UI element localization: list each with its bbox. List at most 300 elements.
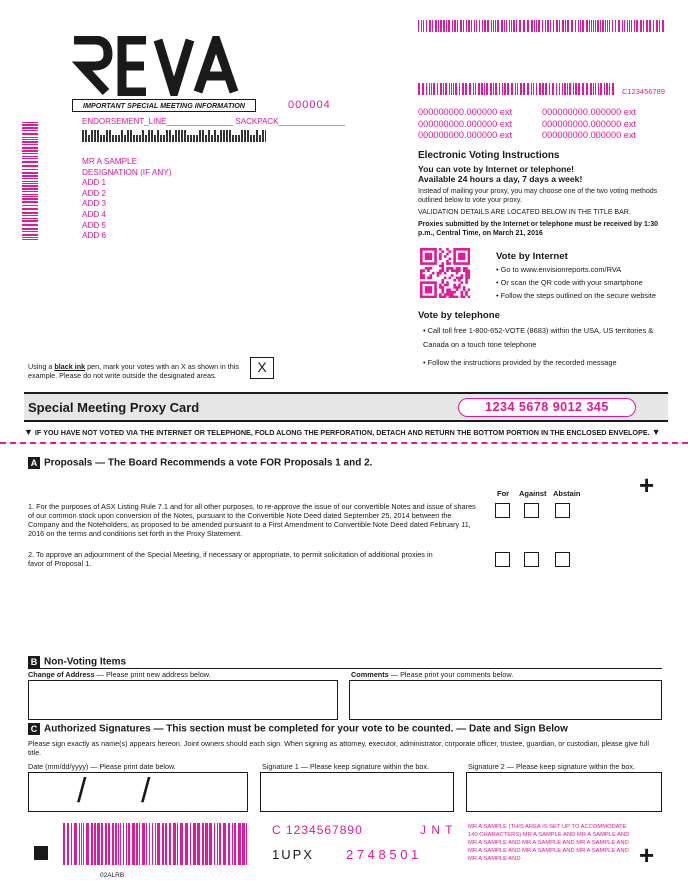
barcode-bar — [545, 20, 546, 32]
qr-module — [420, 250, 423, 253]
barcode-bar — [612, 20, 613, 32]
qr-module — [453, 284, 456, 287]
qr-module — [465, 277, 468, 280]
signature-1-input[interactable] — [260, 772, 454, 812]
qr-module — [434, 258, 437, 261]
qr-module — [427, 288, 430, 291]
qr-module — [460, 274, 463, 277]
qr-module — [439, 248, 442, 251]
qr-module — [446, 284, 449, 287]
qr-module — [427, 253, 430, 256]
qr-module — [465, 267, 468, 270]
qr-module — [432, 296, 435, 298]
barcode-bar — [459, 83, 460, 95]
barcode-bar — [94, 823, 96, 865]
barcode-bar — [516, 20, 517, 32]
barcode-bar — [497, 20, 499, 32]
date-input[interactable] — [28, 772, 248, 812]
qr-module — [458, 269, 461, 272]
barcode-bar — [228, 823, 230, 865]
qr-module — [420, 296, 423, 298]
barcode-bar — [232, 823, 233, 865]
qr-module — [420, 281, 423, 284]
section-b-rule — [28, 668, 662, 669]
barcode-bar — [484, 83, 485, 95]
postal-bar — [199, 130, 201, 142]
qr-module — [465, 291, 468, 294]
qr-module — [434, 296, 437, 298]
change-of-address-input[interactable] — [28, 680, 338, 720]
barcode-bar — [656, 20, 658, 32]
qr-module — [430, 288, 433, 291]
validation-code: 1234 5678 9012 345 — [458, 398, 636, 417]
top-barcode — [418, 20, 664, 32]
col-abstain: Abstain — [553, 489, 581, 498]
qr-module — [446, 288, 449, 291]
barcode-bar — [22, 158, 38, 159]
qr-module — [434, 248, 437, 251]
proposal-1-against-checkbox[interactable] — [524, 503, 539, 518]
qr-module — [441, 269, 444, 272]
postal-bar — [130, 130, 132, 142]
barcode-bar — [123, 823, 124, 865]
barcode-bar — [22, 201, 38, 203]
barcode-bar — [491, 20, 492, 32]
qr-module — [439, 296, 442, 298]
barcode-bar — [22, 147, 38, 149]
postal-bar — [94, 130, 96, 142]
postal-bar — [103, 135, 105, 142]
barcode-bar — [455, 83, 457, 95]
postal-bar — [244, 130, 246, 142]
address-line: ADD 5 — [82, 220, 107, 230]
signature-2-label: Signature 2 — Please keep signature within the box. — [468, 762, 636, 771]
qr-module — [439, 265, 442, 268]
barcode-bar — [152, 823, 153, 865]
internet-step: • Follow the steps outlined on the secure website — [496, 291, 656, 300]
qr-module — [446, 262, 449, 265]
barcode-bar — [542, 83, 544, 95]
postal-bar — [169, 130, 171, 142]
barcode-bar — [445, 83, 447, 95]
barcode-bar — [22, 215, 38, 216]
qr-module — [430, 258, 433, 261]
qr-module — [420, 288, 423, 291]
barcode-bar — [573, 83, 574, 95]
barcode-bar — [112, 823, 114, 865]
qr-module — [420, 272, 423, 275]
qr-module — [444, 284, 447, 287]
qr-module — [453, 296, 456, 298]
qr-module — [458, 267, 461, 270]
example-mark-box: X — [250, 357, 274, 379]
qr-module — [420, 258, 423, 261]
barcode-bar — [242, 823, 245, 865]
qr-module — [456, 248, 459, 251]
qr-module — [460, 281, 463, 284]
qr-module — [430, 291, 433, 294]
postal-bar — [145, 135, 147, 142]
barcode-bar — [91, 823, 93, 865]
qr-module — [425, 281, 428, 284]
barcode-bar — [590, 83, 592, 95]
qr-module — [446, 260, 449, 263]
barcode-bar — [22, 185, 38, 187]
qr-code[interactable] — [420, 248, 470, 298]
qr-module — [463, 296, 466, 298]
sequence-number: 000004 — [288, 99, 331, 111]
qr-module — [460, 248, 463, 251]
qr-module — [427, 255, 430, 258]
barcode-bar — [553, 20, 554, 32]
qr-module — [468, 258, 470, 261]
qr-module — [456, 262, 459, 265]
barcode-bar — [513, 20, 515, 32]
qr-module — [446, 281, 449, 284]
validation-note: VALIDATION DETAILS ARE LOCATED BELOW IN THE TITLE BAR. — [418, 209, 631, 216]
qr-module — [432, 281, 435, 284]
qr-module — [437, 272, 440, 275]
proposal-1-text: 1. For the purposes of ASX Listing Rule 7.1 and for all other purposes, to re-approve the issue of our convertible Notes and issue of shares of our common stock upon conversion of the Notes, pursuant to the Convertible Note Deed dated September 25, 2014 between the Company and the Noteholders, as proposed to be amended pursuant to a First Amendment to Convertible Note Deed dated February 11, 2016 on the terms and conditions set forth in the Proxy Statement. — [28, 502, 476, 539]
qr-module — [465, 272, 468, 275]
qr-module — [463, 253, 466, 256]
barcode-bar — [454, 20, 456, 32]
barcode-bar — [517, 83, 518, 95]
mailing-address — [82, 157, 171, 242]
barcode-bar — [615, 20, 616, 32]
barcode-bar — [534, 20, 535, 32]
barcode-bar — [448, 20, 450, 32]
barcode-bar — [549, 83, 550, 95]
barcode-bar — [426, 83, 427, 95]
qr-module — [427, 291, 430, 294]
postal-bar — [184, 130, 186, 142]
qr-module — [420, 286, 423, 289]
internet-title: Vote by Internet — [496, 251, 568, 262]
barcode-bar — [659, 20, 660, 32]
proposal-1-for-checkbox[interactable] — [495, 503, 510, 518]
barcode-bar — [453, 83, 454, 95]
qr-module — [456, 267, 459, 270]
qr-module — [453, 269, 456, 272]
postal-bar — [91, 130, 93, 142]
barcode-bar — [22, 188, 38, 190]
qr-module — [420, 253, 423, 256]
barcode-bar — [22, 228, 38, 230]
postal-bar — [178, 130, 180, 142]
qr-module — [430, 286, 433, 289]
qr-module — [441, 265, 444, 268]
footer-jnt: J N T — [420, 823, 454, 837]
barcode-bar — [501, 20, 503, 32]
barcode-bar — [22, 198, 38, 200]
barcode-bar — [22, 150, 38, 152]
qr-module — [446, 267, 449, 270]
barcode-bar — [586, 83, 588, 95]
proposal-2-text: 2. To approve an adjournment of the Special Meeting, if necessary or appropriate, to permit solicitation of additional proxies in favor of Proposal 1. — [28, 550, 433, 569]
qr-module — [468, 274, 470, 277]
barcode-bar — [562, 83, 563, 95]
postal-bar — [127, 130, 129, 142]
barcode-bar — [582, 20, 584, 32]
barcode-bar — [552, 83, 554, 95]
barcode-bar — [582, 83, 584, 95]
qr-module — [441, 291, 444, 294]
vote-by-telephone — [418, 310, 668, 374]
postal-bar — [250, 135, 252, 142]
postal-bar — [196, 135, 198, 142]
qr-module — [460, 255, 463, 258]
qr-module — [465, 281, 468, 284]
qr-module — [456, 269, 459, 272]
barcode-bar — [197, 823, 200, 865]
qr-module — [460, 296, 463, 298]
qr-module — [420, 269, 423, 272]
postal-bar — [157, 130, 159, 142]
barcode-bar — [22, 239, 38, 240]
qr-module — [434, 288, 437, 291]
section-c-header — [28, 723, 568, 735]
barcode-bar — [202, 823, 204, 865]
barcode-bar — [128, 823, 130, 865]
barcode-bar — [83, 823, 84, 865]
barcode-bar — [627, 20, 628, 32]
proposal-2-against-checkbox[interactable] — [524, 552, 539, 567]
postal-bar — [115, 135, 117, 142]
barcode-bar — [22, 181, 38, 182]
barcode-bar — [511, 20, 512, 32]
barcode-bar — [481, 83, 483, 95]
footer-upx: 1UPX — [272, 847, 314, 862]
barcode-bar — [22, 208, 38, 210]
barcode-bar — [185, 823, 188, 865]
qr-module — [430, 255, 433, 258]
barcode-bar — [193, 823, 196, 865]
qr-module — [425, 255, 428, 258]
barcode-bar — [22, 133, 38, 135]
voting-instructions — [418, 150, 668, 238]
qr-module — [441, 279, 444, 282]
qr-module — [444, 293, 447, 296]
postal-barcode — [82, 128, 266, 142]
barcode-bar — [527, 20, 529, 32]
barcode-bar — [493, 83, 494, 95]
barcode-bar — [515, 83, 516, 95]
barcode-bar — [504, 83, 506, 95]
qr-module — [449, 296, 452, 298]
postal-bar — [187, 135, 189, 142]
deadline-note: Proxies submitted by the Internet or telephone must be received by 1:30 p.m., Central Time, on March 21, 2016 — [418, 221, 659, 237]
qr-module — [422, 262, 425, 265]
qr-module — [434, 255, 437, 258]
proposal-2-for-checkbox[interactable] — [495, 552, 510, 567]
qr-module — [458, 262, 461, 265]
barcode-bar — [567, 83, 568, 95]
postal-bar — [211, 135, 213, 142]
telephone-title: Vote by telephone — [418, 310, 500, 321]
barcode-bar — [519, 20, 521, 32]
barcode-bar — [559, 83, 560, 95]
barcode-bar — [142, 823, 145, 865]
qr-module — [465, 293, 468, 296]
qr-module — [449, 293, 452, 296]
qr-module — [444, 272, 447, 275]
barcode-bar — [422, 83, 424, 95]
voting-subtitle-2: Available 24 hours a day, 7 days a week! — [418, 174, 583, 184]
section-a-title: Proposals — The Board Recommends a vote FOR Proposals 1 and 2. — [44, 457, 373, 469]
footer-number: 2 7 4 8 5 0 1 — [346, 847, 419, 862]
barcode-bar — [22, 224, 38, 226]
barcode-bar — [631, 20, 632, 32]
barcode-bar — [421, 20, 422, 32]
postal-bar — [208, 130, 210, 142]
qr-module — [468, 272, 470, 275]
qr-module — [422, 281, 425, 284]
qr-module — [468, 255, 470, 258]
barcode-bar — [209, 823, 212, 865]
qr-module — [425, 253, 428, 256]
barcode-bar — [565, 20, 566, 32]
qr-module — [456, 272, 459, 275]
comments-input[interactable] — [349, 680, 662, 720]
barcode-bar — [22, 161, 38, 163]
qr-module — [420, 291, 423, 294]
bottom-barcode — [63, 823, 247, 865]
barcode-bar — [165, 823, 167, 865]
barcode-bar — [536, 83, 537, 95]
qr-module — [468, 277, 470, 280]
barcode-bar — [520, 83, 522, 95]
qr-module — [427, 248, 430, 251]
barcode-bar — [490, 83, 492, 95]
qr-module — [430, 274, 433, 277]
barcode-bar — [527, 83, 529, 95]
internet-step: • Or scan the QR code with your smartphone — [496, 278, 643, 287]
barcode-bar — [22, 183, 38, 184]
qr-module — [468, 296, 470, 298]
barcode-bar — [234, 823, 236, 865]
barcode-bar — [418, 83, 420, 95]
postal-bar — [85, 130, 87, 142]
signature-2-input[interactable] — [466, 772, 662, 812]
barcode-bar — [567, 20, 569, 32]
qr-module — [425, 258, 428, 261]
barcode-bar — [223, 823, 226, 865]
barcode-bar — [79, 823, 80, 865]
qr-module — [434, 250, 437, 253]
barcode-bar — [126, 823, 127, 865]
barcode-bar — [495, 20, 496, 32]
postal-bar — [217, 135, 219, 142]
barcode-bar — [607, 20, 608, 32]
barcode-bar — [600, 83, 602, 95]
postal-bar — [172, 135, 174, 142]
barcode-bar — [507, 83, 509, 95]
barcode-bar — [22, 144, 38, 145]
barcode-bar — [475, 83, 476, 95]
qr-module — [434, 286, 437, 289]
barcode-bar — [132, 823, 135, 865]
barcode-bar — [205, 823, 208, 865]
barcode-bar — [22, 237, 38, 238]
qr-module — [430, 296, 433, 298]
qr-module — [434, 253, 437, 256]
barcode-bar — [618, 20, 620, 32]
barcode-bar — [473, 83, 474, 95]
qr-module — [463, 258, 466, 261]
qr-module — [453, 255, 456, 258]
barcode-bar — [478, 83, 480, 95]
qr-module — [425, 267, 428, 270]
qr-module — [444, 277, 447, 280]
section-b-title: Non-Voting Items — [44, 656, 127, 668]
barcode-bar — [462, 83, 464, 95]
qr-module — [427, 258, 430, 261]
barcode-bar — [571, 20, 573, 32]
qr-module — [446, 269, 449, 272]
barcode-bar — [418, 20, 419, 32]
barcode-bar — [22, 141, 38, 143]
proposal-1-abstain-checkbox[interactable] — [555, 503, 570, 518]
postal-bar — [190, 135, 192, 142]
barcode-bar — [22, 205, 38, 206]
section-b-letter: B — [28, 656, 40, 668]
barcode-bar — [452, 20, 453, 32]
qr-module — [453, 279, 456, 282]
qr-module — [439, 253, 442, 256]
reva-logo — [64, 36, 254, 96]
postal-bar — [112, 135, 114, 142]
barcode-bar — [474, 20, 475, 32]
qr-module — [468, 262, 470, 265]
barcode-bar — [463, 20, 464, 32]
postal-bar — [193, 135, 195, 142]
barcode-bar — [550, 20, 551, 32]
qr-module — [427, 296, 430, 298]
extension-entry: 000000000.000000 ext — [418, 130, 513, 141]
barcode-bar — [506, 20, 507, 32]
barcode-bar — [556, 20, 558, 32]
qr-module — [422, 248, 425, 251]
qr-module — [434, 260, 437, 263]
qr-module — [458, 258, 461, 261]
qr-module — [465, 274, 468, 277]
qr-module — [439, 284, 442, 287]
barcode-bar — [22, 172, 38, 174]
plus-mark-bottom: + — [639, 840, 655, 870]
barcode-bar — [217, 823, 218, 865]
qr-module — [465, 262, 468, 265]
barcode-bar — [440, 20, 442, 32]
barcode-bar — [602, 20, 604, 32]
proposal-2-abstain-checkbox[interactable] — [555, 552, 570, 567]
barcode-bar — [511, 83, 513, 95]
qr-module — [456, 296, 459, 298]
postal-bar — [163, 135, 165, 142]
barcode-bar — [542, 20, 543, 32]
qr-module — [434, 262, 437, 265]
barcode-bar — [22, 175, 38, 177]
qr-module — [430, 281, 433, 284]
barcode-bar — [536, 20, 537, 32]
postal-bar — [151, 130, 153, 142]
barcode-bar — [155, 823, 156, 865]
qr-module — [453, 248, 456, 251]
barcode-bar — [612, 83, 614, 95]
barcode-bar — [426, 20, 427, 32]
barcode-bar — [523, 20, 525, 32]
barcode-bar — [438, 20, 439, 32]
